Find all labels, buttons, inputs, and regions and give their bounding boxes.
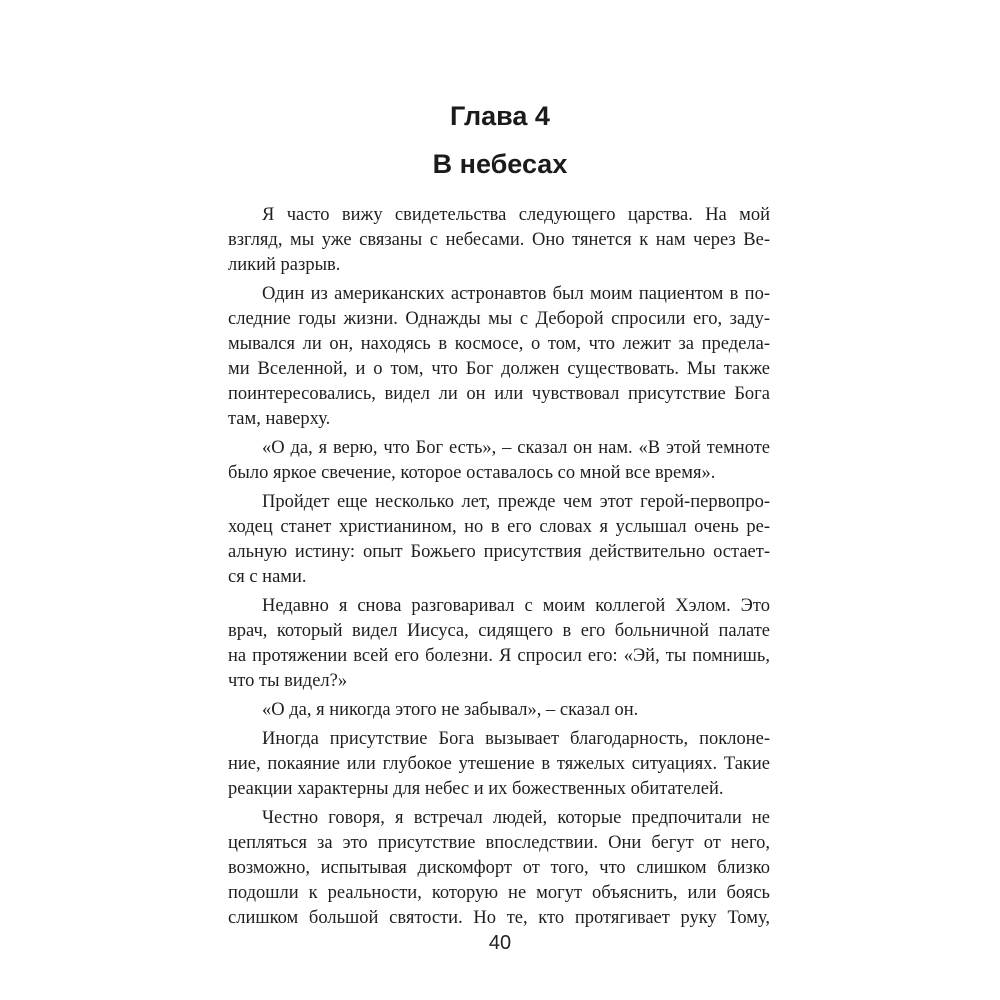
paragraph (228, 282, 770, 432)
page-number: 40 (488, 932, 512, 954)
text-line: Честно говоря, я встречал людей, которые предпочитали не (262, 808, 770, 828)
text-line: там, наверху. (228, 409, 331, 429)
text-line: реакции характерны для небес и их божественных обитателей. (228, 779, 724, 799)
text-line: что ты видел?» (228, 671, 348, 691)
text-line: «О да, я верю, что Бог есть», – сказал он нам. «В этой темноте (262, 438, 770, 458)
text-line: ходец станет христианином, но в его словах я услышал очень ре- (228, 517, 770, 537)
text-line: ся с нами. (228, 567, 307, 587)
text-line: альную истину: опыт Божьего присутствия действительно остает- (228, 542, 770, 562)
paragraph (228, 698, 770, 723)
paragraph (228, 727, 770, 802)
text-line: цепляться за это присутствие впоследствии. Они бегут от него, (228, 833, 770, 853)
text-line: Недавно я снова разговаривал с моим коллегой Хэлом. Это (262, 596, 770, 616)
text-line: врач, который видел Иисуса, сидящего в его больничной палате (228, 621, 770, 641)
text-line: Пройдет еще несколько лет, прежде чем этот герой-первопро- (262, 492, 770, 512)
text-line: Я часто вижу свидетельства следующего царства. На мой (262, 205, 770, 225)
text-line: ликий разрыв. (228, 255, 341, 275)
paragraph (228, 490, 770, 590)
text-line: «О да, я никогда этого не забывал», – сказал он. (262, 700, 639, 720)
body-text (228, 203, 770, 935)
paragraph (228, 436, 770, 486)
text-line: ми Вселенной, и о том, что Бог должен существовать. Мы также (228, 359, 770, 379)
text-line: было яркое свечение, которое оставалось со мной все время». (228, 463, 716, 483)
chapter-title: В небесах (432, 149, 568, 179)
text-line: ние, покаяние или глубокое утешение в тяжелых ситуациях. Такие (228, 754, 770, 774)
paragraph (228, 806, 770, 931)
text-line: мывался ли он, находясь в космосе, о том, что лежит за предела- (228, 334, 770, 354)
text-line: следние годы жизни. Однажды мы с Деборой спросили его, заду- (228, 309, 770, 329)
text-line: Один из американских астронавтов был моим пациентом в по- (262, 284, 770, 304)
text-line: возможно, испытывая дискомфорт от того, что слишком близко (228, 858, 770, 878)
text-line: поинтересовались, видел ли он или чувствовал присутствие Бога (228, 384, 770, 404)
chapter-number: Глава 4 (450, 101, 550, 131)
paragraph (228, 594, 770, 694)
text-line: подошли к реальности, которую не могут объяснить, или боясь (228, 883, 770, 903)
text-line: взгляд, мы уже связаны с небесами. Оно тянется к нам через Ве- (228, 230, 770, 250)
text-line: Иногда присутствие Бога вызывает благодарность, поклоне- (262, 729, 770, 749)
text-line: слишком большой святости. Но те, кто протягивает руку Тому, (228, 908, 770, 928)
paragraph (228, 203, 770, 278)
text-line: на протяжении всей его болезни. Я спросил его: «Эй, ты помнишь, (228, 646, 770, 666)
